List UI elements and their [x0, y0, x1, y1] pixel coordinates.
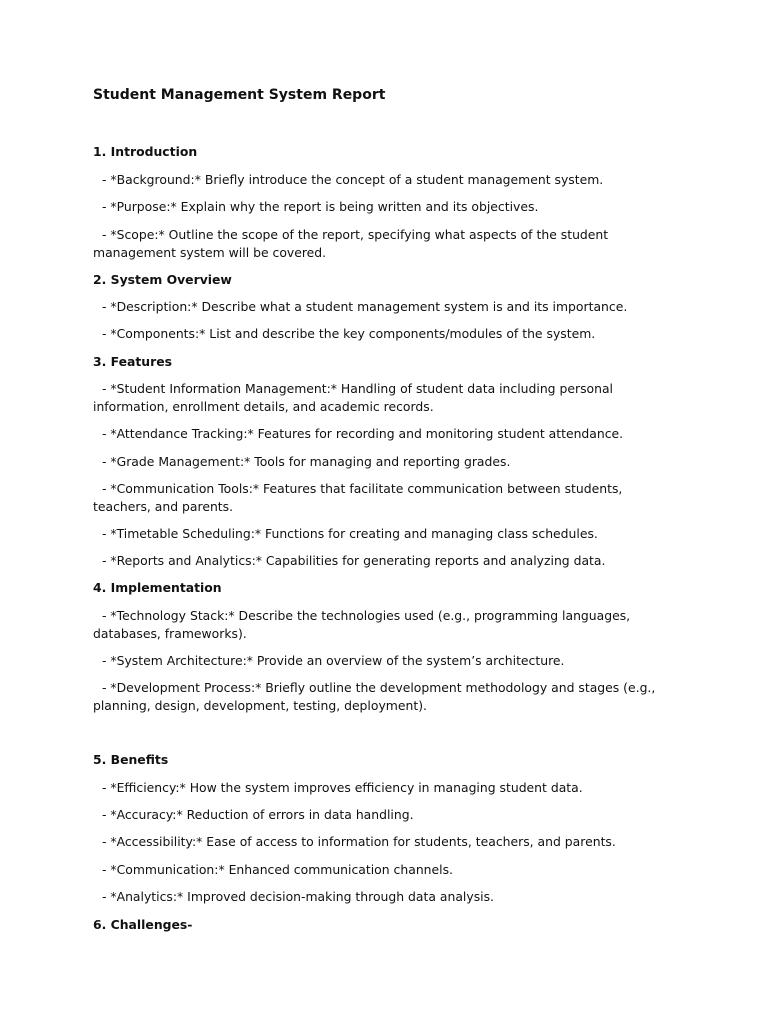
list-item: - *System Architecture:* Provide an overview of the system’s architecture.: [102, 653, 565, 668]
list-item: - *Scope:* Outline the scope of the report, specifying what aspects of the student management system will be covered.: [93, 227, 609, 260]
section-heading-implementation: 4. Implementation: [93, 580, 222, 595]
list-item: - *Accuracy:* Reduction of errors in data handling.: [102, 807, 414, 822]
section-heading-features: 3. Features: [93, 354, 173, 369]
list-item: - *Grade Management:* Tools for managing and reporting grades.: [102, 454, 511, 469]
list-item: - *Purpose:* Explain why the report is being written and its objectives.: [102, 199, 539, 214]
section-heading-benefits: 5. Benefits: [93, 752, 169, 767]
list-item: - *Analytics:* Improved decision-making through data analysis.: [102, 889, 494, 904]
list-item: - *Efficiency:* How the system improves efficiency in managing student data.: [102, 780, 583, 795]
list-item: - *Description:* Describe what a student management system is and its importance.: [102, 299, 628, 314]
list-item: - *Student Information Management:* Handling of student data including personal information, enrollment details, and academic records.: [93, 381, 613, 414]
list-item: - *Attendance Tracking:* Features for recording and monitoring student attendance.: [102, 426, 624, 441]
list-item: - *Development Process:* Briefly outline the development methodology and stages (e.g., planning, design, development, testing, deployment).: [93, 680, 656, 713]
section-heading-system-overview: 2. System Overview: [93, 272, 232, 287]
list-item: - *Communication Tools:* Features that facilitate communication between students, teachers, and parents.: [93, 481, 623, 514]
section-heading-introduction: 1. Introduction: [93, 144, 198, 159]
list-item: - *Communication:* Enhanced communication channels.: [102, 862, 453, 877]
section-heading-challenges: 6. Challenges-: [93, 917, 193, 932]
list-item: - *Components:* List and describe the key components/modules of the system.: [102, 326, 596, 341]
list-item: - *Reports and Analytics:* Capabilities for generating reports and analyzing data.: [102, 553, 606, 568]
list-item: - *Background:* Briefly introduce the concept of a student management system.: [102, 172, 604, 187]
list-item: - *Accessibility:* Ease of access to information for students, teachers, and parents.: [102, 834, 616, 849]
list-item: - *Timetable Scheduling:* Functions for creating and managing class schedules.: [102, 526, 598, 541]
list-item: - *Technology Stack:* Describe the technologies used (e.g., programming languages, databases, frameworks).: [93, 608, 631, 641]
document-title: Student Management System Report: [93, 87, 386, 103]
